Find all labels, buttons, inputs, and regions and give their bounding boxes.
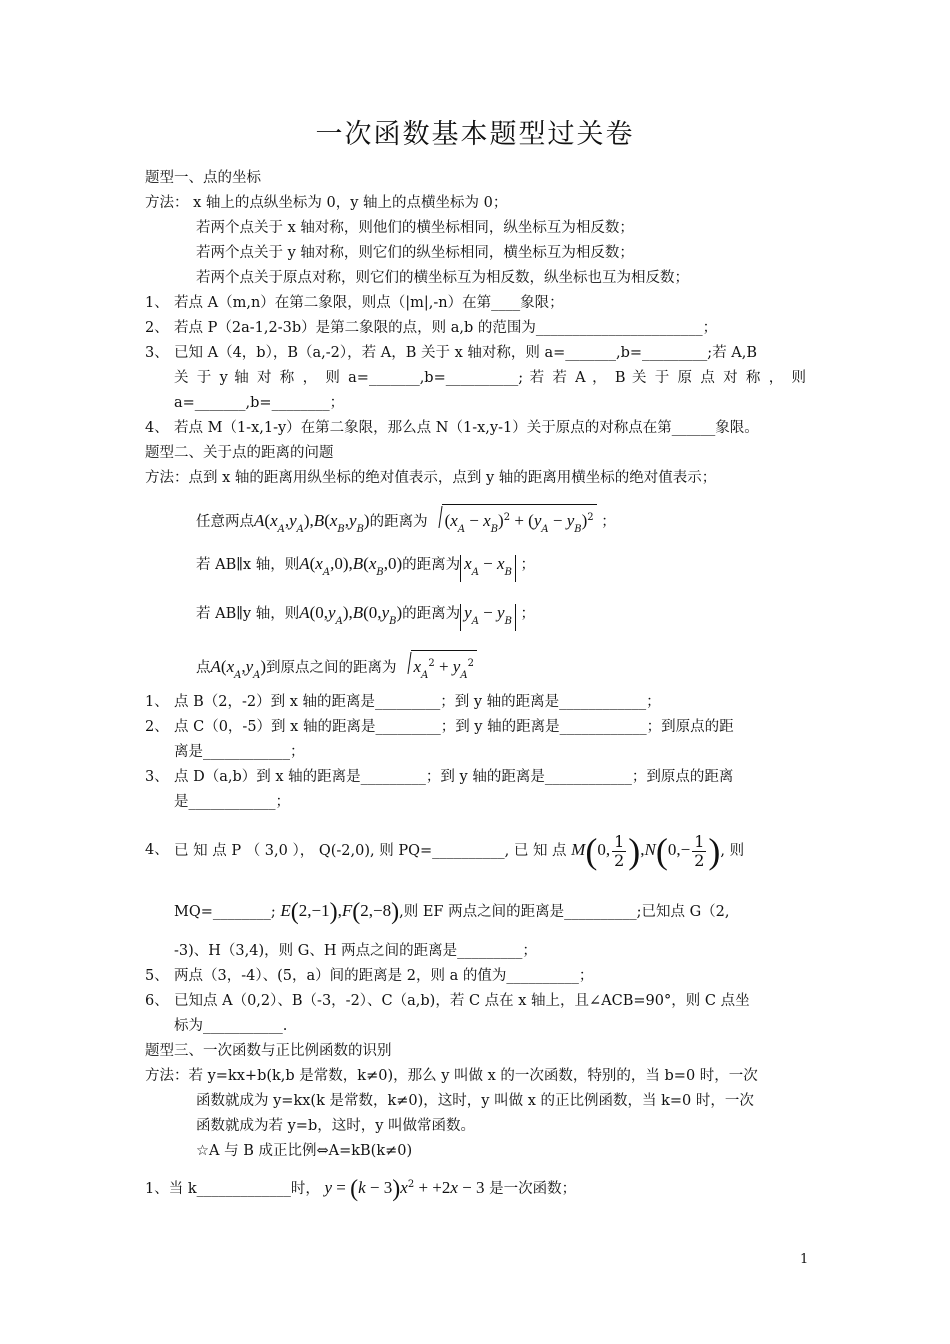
s2-question-4-line1: 已 知 点 P （ 3,0 ）， Q(-2,0), 则 PQ=__________, 已 知 点 M(0, $\frac{1}{2}$ ),N(0,− $\frac{1}{2}$ ), 则	[174, 831, 745, 871]
section3-method-1: 方法：若 y=kx+b(k,b 是常数，k≠0)，那么 y 叫做 x 的一次函数，特别的，当 b=0 时，一次	[145, 1068, 758, 1084]
section3-method-4: ☆A 与 B 成正比例⇔A=kB(k≠0)	[196, 1143, 413, 1159]
question-number: 4、	[145, 420, 169, 436]
page-title: 一次函数基本题型过关卷	[315, 119, 635, 150]
abs-y-distance: $y_A - y_B$	[460, 604, 516, 631]
s1-question-3-line3: a=_______,b=________；	[174, 395, 345, 411]
sqrt-origin-distance: $x_A^2 + y_A^2$	[397, 650, 477, 689]
formula-mid: 的距离为	[369, 514, 428, 530]
s2-question-4-line2: MQ=________; E(2,−1),F(2,−8),则 EF 两点之间的距离是__________;已知点 G（2,	[174, 899, 730, 925]
formula-parallel-x: 若 AB∥x 轴，则$A(x_A,0),B(x_B,0)$的距离为 $x_A - x_B$ ；	[196, 551, 535, 586]
section1-heading: 题型一、点的坐标	[145, 170, 261, 186]
formula-prefix: 若 AB∥y 轴，则	[196, 606, 300, 622]
s2-question-3-line1: 点 D（a,b）到 x 轴的距离是_________；到 y 轴的距离是____________；到原点的距离	[174, 769, 734, 785]
formula-parallel-y: 若 AB∥y 轴，则$A(0,y_A),B(0,y_B)$的距离为 $y_A - y_B$ ；	[196, 600, 535, 635]
section1-method-4: 若两个点关于原点对称，则它们的横坐标互为相反数，纵坐标也互为相反数；	[196, 270, 689, 286]
question-number: 2、	[145, 320, 169, 336]
q4-text-a: 已 知 点 P （ 3,0 ）， Q(-2,0), 则 PQ=__________, 已 知 点	[174, 843, 567, 859]
formula-prefix: 点	[196, 660, 211, 676]
formula-mid: 的距离为	[402, 557, 461, 573]
section2-heading: 题型二、关于点的距离的问题	[145, 445, 334, 461]
points-e-f: E	[280, 901, 291, 920]
function-expression: y	[324, 1178, 333, 1197]
s2-question-2-line1: 点 C（0，-5）到 x 轴的距离是_________；到 y 轴的距离是____________；到原点的距	[174, 719, 734, 735]
section1-method-2: 若两个点关于 x 轴对称，则他们的横坐标相同，纵坐标互为相反数；	[196, 220, 634, 236]
section1-method-1: 方法： x 轴上的点纵坐标为 0，y 轴上的点横坐标为 0；	[145, 195, 508, 211]
s1-question-1: 若点 A（m,n）在第二象限，则点（|m|,-n）在第____象限；	[174, 295, 564, 311]
formula-origin: 点$A(x_A,y_A)$到原点之间的距离为 $x_A^2 + y_A^2$	[196, 650, 477, 689]
question-number: 2、	[145, 719, 169, 735]
question-number: 3、	[145, 769, 169, 785]
q1-text-b: 是一次函数；	[489, 1181, 577, 1197]
question-number: 6、	[145, 993, 169, 1009]
s2-question-1: 点 B（2，-2）到 x 轴的距离是_________；到 y 轴的距离是____________；	[174, 694, 661, 710]
question-number: 1、	[145, 295, 169, 311]
s2-question-4-line3: -3)、H（3,4)，则 G、H 两点之间的距离是_________；	[174, 943, 537, 959]
abs-x-distance: $x_A - x_B$	[460, 555, 516, 582]
section2-method: 方法：点到 x 轴的距离用纵坐标的绝对值表示，点到 y 轴的距离用横坐标的绝对值表示；	[145, 470, 717, 486]
page-number: 1	[800, 1252, 809, 1267]
question-number: 5、	[145, 968, 169, 984]
s1-question-3-line2: 关 于 y 轴 对 称 ， 则 a=_______,b=__________; 若 若 A ， B 关 于 原 点 对 称 ， 则	[174, 370, 806, 386]
formula-two-points: 任意两点$A(x_A,y_A),B(x_B,y_B)$的距离为 $(x_A - x_B)^2 + (y_A - y_B)^2$ ；	[196, 504, 616, 543]
formula-points-ab: A	[254, 511, 265, 530]
question-number: 1、	[145, 694, 169, 710]
question-number: 4、	[145, 842, 169, 858]
s2-question-2-line2: 离是____________；	[174, 744, 305, 760]
sqrt-distance: $(x_A - x_B)^2 + (y_A - y_B)^2$	[428, 504, 597, 543]
s1-question-2: 若点 P（2a-1,2-3b）是第二象限的点，则 a,b 的范围为_______________________；	[174, 320, 718, 336]
formula-prefix: 若 AB∥x 轴，则	[196, 557, 300, 573]
s1-question-3-line1: 已知 A（4，b），B（a,-2），若 A，B 关于 x 轴对称，则 a=_______,b=_________;若 A,B	[174, 345, 758, 361]
section3-method-3: 函数就成为若 y=b，这时，y 叫做常函数。	[196, 1118, 476, 1134]
s2-question-3-line2: 是____________；	[174, 794, 290, 810]
question-number: 3、	[145, 345, 169, 361]
formula-mid: 的距离为	[402, 606, 461, 622]
q4-text-c: MQ=________;	[174, 904, 276, 920]
section3-method-2: 函数就成为 y=kx(k 是常数，k≠0)，这时，y 叫做 x 的正比例函数，当 k=0 时，一次	[196, 1093, 754, 1109]
s3-question-1: 1、当 k_____________时， $y = (k - 3)x^2 + +2x - 3$ 是一次函数；	[145, 1176, 577, 1202]
s2-question-6-line2: 标为___________.	[174, 1018, 288, 1034]
q4-text-b: , 则	[720, 843, 745, 859]
point-m: M	[571, 840, 586, 859]
q4-text-d: ,则 EF 两点之间的距离是__________;已知点 G（2,	[399, 904, 730, 920]
formula-mid: 到原点之间的距离为	[266, 660, 397, 676]
formula-prefix: 任意两点	[196, 514, 254, 530]
section3-heading: 题型三、一次函数与正比例函数的识别	[145, 1043, 392, 1059]
s2-question-5: 两点（3，-4）、(5，a）间的距离是 2，则 a 的值为__________；	[174, 968, 594, 984]
s2-question-6-line1: 已知点 A（0,2）、B（-3，-2）、C（a,b)，若 C 点在 x 轴上，且∠ACB=90°，则 C 点坐	[174, 993, 750, 1009]
s1-question-4: 若点 M（1-x,1-y）在第二象限，那么点 N（1-x,y-1）关于原点的对称点在第______象限。	[174, 420, 759, 436]
section1-method-3: 若两个点关于 y 轴对称，则它们的纵坐标相同，横坐标互为相反数；	[196, 245, 634, 261]
q1-text-a: 1、当 k_____________时，	[145, 1181, 320, 1197]
